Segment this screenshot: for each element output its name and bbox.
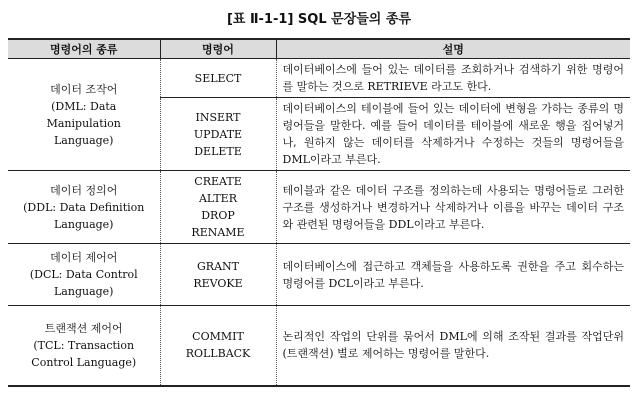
sql-statement-types-table <box>8 38 630 387</box>
command-name: ROLLBACK <box>185 347 251 361</box>
command-cell <box>160 244 276 306</box>
table-row-dcl <box>8 244 630 306</box>
category-cell-ddl <box>8 171 160 244</box>
category-name: 데이터 제어어 <box>50 251 118 264</box>
category-cell-tcl <box>8 306 160 386</box>
category-abbr: (DCL: Data Control <box>29 268 138 281</box>
header-command: 명령어 <box>160 39 276 59</box>
description-cell: 데이터베이스에 들어 있는 데이터를 조회하거나 검색하기 위한 명령어를 말하는 것으로 RETRIEVE 라고도 한다. <box>276 59 630 98</box>
category-abbr: (TCL: Transaction <box>33 338 135 352</box>
category-abbr: Language) <box>54 285 114 298</box>
command-name: CREATE <box>194 175 242 188</box>
command-name: SELECT <box>194 71 242 85</box>
command-name: INSERT <box>195 110 241 124</box>
command-name: UPDATE <box>193 127 243 141</box>
category-cell-dml <box>8 59 160 171</box>
table-row-ddl <box>8 171 630 244</box>
category-abbr: Language) <box>54 217 114 231</box>
category-name: 데이터 조작어 <box>50 82 118 96</box>
header-row <box>8 39 630 59</box>
command-cell <box>160 306 276 386</box>
command-name: DELETE <box>194 144 242 158</box>
description-cell: 데이터베이스에 접근하고 객체들을 사용하도록 권한을 주고 회수하는 명령어를 DCL이라고 부른다. <box>276 244 630 306</box>
table-title: [표 Ⅱ-1-1] SQL 문장들의 종류 <box>226 12 412 27</box>
command-name: GRANT <box>197 259 239 273</box>
command-name: COMMIT <box>192 330 244 344</box>
description-cell: 데이터베이스의 테이블에 들어 있는 데이터에 변형을 가하는 종류의 명령어들을 말한다. 예를 들어 데이터를 테이블에 새로운 행을 집어넣거나, 원하지 않는 데이터를 삭제하거나 수정하는 것들의 명령어들을 DML이라고 부른다. <box>276 98 630 171</box>
category-abbr: Manipulation <box>46 116 121 130</box>
category-abbr: (DML: Data <box>51 99 117 113</box>
header-category: 명령어의 종류 <box>8 39 160 59</box>
command-name: REVOKE <box>193 276 243 290</box>
category-abbr: (DDL: Data Definition <box>23 200 145 214</box>
category-cell-dcl <box>8 244 160 306</box>
category-abbr: Language) <box>54 133 114 147</box>
category-name: 데이터 정의어 <box>50 183 118 197</box>
description-cell: 논리적인 작업의 단위를 묶어서 DML에 의해 조작된 결과를 작업단위(트랜잭션) 별로 제어하는 명령어를 말한다. <box>276 306 630 386</box>
category-abbr: Control Language) <box>31 355 137 369</box>
command-name: RENAME <box>191 226 245 239</box>
description-cell: 테이블과 같은 데이터 구조를 정의하는데 사용되는 명령어들로 그러한 구조를 생성하거나 변경하거나 삭제하거나 이름을 바꾸는 데이터 구조와 관련된 명령어들을 DDL이라고 부른다. <box>276 171 630 244</box>
header-description: 설명 <box>276 39 630 59</box>
table-row-dml-select <box>8 59 630 98</box>
command-cell <box>160 171 276 244</box>
command-cell <box>160 98 276 171</box>
table-row-tcl <box>8 306 630 386</box>
command-name: DROP <box>201 209 235 222</box>
command-name: ALTER <box>198 192 237 205</box>
command-cell <box>160 59 276 98</box>
category-name: 트랜잭션 제어어 <box>44 321 123 335</box>
